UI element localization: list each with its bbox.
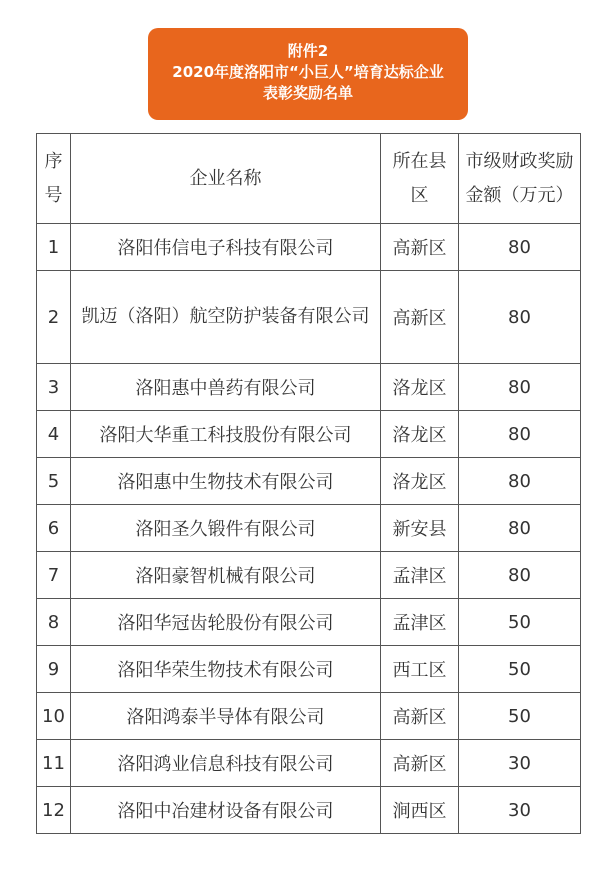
row-district: 西工区 bbox=[381, 646, 459, 693]
table-header-row bbox=[37, 134, 581, 224]
row-amount: 50 bbox=[459, 693, 581, 740]
table-row bbox=[37, 271, 581, 364]
row-amount: 80 bbox=[459, 271, 581, 364]
row-company-name: 洛阳大华重工科技股份有限公司 bbox=[71, 411, 381, 458]
row-amount: 80 bbox=[459, 364, 581, 411]
award-roster-table bbox=[36, 133, 581, 834]
row-amount: 50 bbox=[459, 646, 581, 693]
row-company-name: 洛阳中冶建材设备有限公司 bbox=[71, 787, 381, 834]
row-index: 7 bbox=[37, 552, 71, 599]
table-row bbox=[37, 411, 581, 458]
row-index: 1 bbox=[37, 224, 71, 271]
row-company-name: 洛阳伟信电子科技有限公司 bbox=[71, 224, 381, 271]
row-index: 9 bbox=[37, 646, 71, 693]
table-row bbox=[37, 458, 581, 505]
row-district: 高新区 bbox=[381, 693, 459, 740]
row-amount: 80 bbox=[459, 505, 581, 552]
row-district: 高新区 bbox=[381, 271, 459, 364]
row-district: 新安县 bbox=[381, 505, 459, 552]
row-company-name: 洛阳华冠齿轮股份有限公司 bbox=[71, 599, 381, 646]
table-row bbox=[37, 224, 581, 271]
row-district: 洛龙区 bbox=[381, 364, 459, 411]
title-banner bbox=[148, 28, 468, 120]
header-index: 序 号 bbox=[37, 134, 71, 224]
row-company-name: 洛阳华荣生物技术有限公司 bbox=[71, 646, 381, 693]
row-district: 高新区 bbox=[381, 740, 459, 787]
table-row bbox=[37, 364, 581, 411]
row-company-name: 凯迈（洛阳）航空防护装备有限公司 bbox=[71, 271, 381, 364]
row-district: 高新区 bbox=[381, 224, 459, 271]
row-company-name: 洛阳鸿泰半导体有限公司 bbox=[71, 693, 381, 740]
row-index: 2 bbox=[37, 271, 71, 364]
table-row bbox=[37, 740, 581, 787]
row-index: 8 bbox=[37, 599, 71, 646]
row-index: 12 bbox=[37, 787, 71, 834]
row-district: 孟津区 bbox=[381, 552, 459, 599]
row-district: 洛龙区 bbox=[381, 411, 459, 458]
banner-title: 2020年度洛阳市“小巨人”培育达标企业 bbox=[172, 63, 444, 81]
row-district: 涧西区 bbox=[381, 787, 459, 834]
row-amount: 80 bbox=[459, 458, 581, 505]
row-amount: 80 bbox=[459, 552, 581, 599]
row-company-name: 洛阳惠中兽药有限公司 bbox=[71, 364, 381, 411]
table-row bbox=[37, 646, 581, 693]
row-index: 3 bbox=[37, 364, 71, 411]
row-company-name: 洛阳圣久锻件有限公司 bbox=[71, 505, 381, 552]
row-district: 洛龙区 bbox=[381, 458, 459, 505]
row-company-name: 洛阳豪智机械有限公司 bbox=[71, 552, 381, 599]
table-row bbox=[37, 505, 581, 552]
banner-tick-left bbox=[229, 18, 232, 28]
row-company-name: 洛阳鸿业信息科技有限公司 bbox=[71, 740, 381, 787]
row-district: 孟津区 bbox=[381, 599, 459, 646]
row-index: 5 bbox=[37, 458, 71, 505]
row-amount: 80 bbox=[459, 224, 581, 271]
row-index: 11 bbox=[37, 740, 71, 787]
table-row bbox=[37, 693, 581, 740]
header-district: 所在县 区 bbox=[381, 134, 459, 224]
row-amount: 30 bbox=[459, 787, 581, 834]
banner-subtitle: 表彰奖励名单 bbox=[262, 84, 353, 102]
table-row bbox=[37, 599, 581, 646]
row-index: 4 bbox=[37, 411, 71, 458]
header-award-amount: 市级财政奖励 金额（万元） bbox=[459, 134, 581, 224]
table-row bbox=[37, 787, 581, 834]
row-index: 10 bbox=[37, 693, 71, 740]
row-index: 6 bbox=[37, 505, 71, 552]
row-amount: 50 bbox=[459, 599, 581, 646]
row-company-name: 洛阳惠中生物技术有限公司 bbox=[71, 458, 381, 505]
header-company-name: 企业名称 bbox=[71, 134, 381, 224]
banner-tick-right bbox=[386, 18, 389, 28]
banner-container bbox=[148, 18, 468, 120]
row-amount: 30 bbox=[459, 740, 581, 787]
row-amount: 80 bbox=[459, 411, 581, 458]
banner-attachment-label: 附件2 bbox=[287, 42, 329, 60]
table-row bbox=[37, 552, 581, 599]
